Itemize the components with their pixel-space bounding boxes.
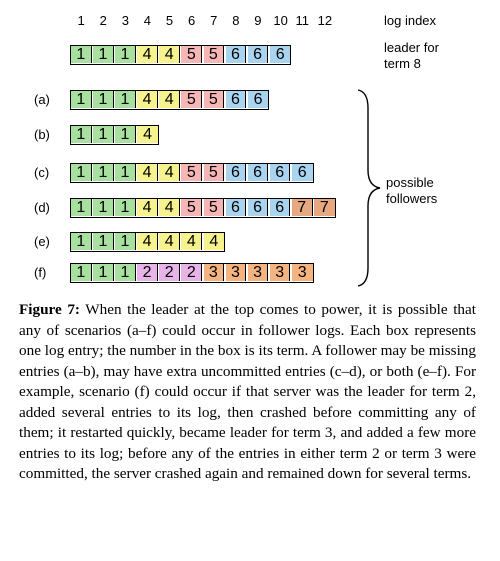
log-index-3: 3 bbox=[121, 13, 129, 28]
log-index-9: 9 bbox=[254, 13, 262, 28]
log-index-6: 6 bbox=[188, 13, 196, 28]
follower-f-entry-10: 3 bbox=[270, 264, 291, 281]
follower-e-entry-2: 1 bbox=[93, 233, 114, 250]
follower-c-entry-10: 6 bbox=[270, 164, 291, 181]
caption-label: Figure 7: bbox=[19, 301, 80, 318]
follower-label-e: (e) bbox=[34, 234, 50, 249]
leader-entry-2: 1 bbox=[93, 46, 114, 63]
follower-label-f: (f) bbox=[34, 265, 47, 280]
follower-d-entry-12: 7 bbox=[314, 199, 335, 216]
follower-c-entry-5: 4 bbox=[159, 164, 180, 181]
follower-log-b bbox=[70, 125, 159, 145]
follower-c-entry-7: 5 bbox=[204, 164, 225, 181]
log-index-10: 10 bbox=[273, 13, 288, 28]
follower-d-entry-11: 7 bbox=[292, 199, 313, 216]
follower-d-entry-5: 4 bbox=[159, 199, 180, 216]
log-index-12: 12 bbox=[317, 13, 333, 28]
follower-log-a bbox=[70, 90, 269, 110]
follower-e-entry-1: 1 bbox=[71, 233, 92, 250]
follower-c-entry-4: 4 bbox=[137, 164, 158, 181]
followers-title-line2: followers bbox=[386, 191, 438, 206]
follower-a-entry-8: 6 bbox=[226, 91, 247, 108]
follower-label-c: (c) bbox=[34, 165, 50, 180]
follower-d-entry-2: 1 bbox=[93, 199, 114, 216]
follower-log-c bbox=[70, 163, 314, 183]
follower-e-entry-6: 4 bbox=[181, 233, 202, 250]
log-index-title: log index bbox=[384, 13, 437, 28]
leader-entry-8: 6 bbox=[226, 46, 247, 63]
follower-c-entry-9: 6 bbox=[248, 164, 269, 181]
follower-f-entry-2: 1 bbox=[93, 264, 114, 281]
follower-a-entry-4: 4 bbox=[137, 91, 158, 108]
follower-f-entry-1: 1 bbox=[71, 264, 92, 281]
follower-f-entry-6: 2 bbox=[181, 264, 202, 281]
follower-d-entry-6: 5 bbox=[181, 199, 202, 216]
follower-a-entry-6: 5 bbox=[181, 91, 202, 108]
log-index-7: 7 bbox=[210, 13, 218, 28]
follower-log-e bbox=[70, 232, 225, 252]
leader-title-line2: term 8 bbox=[384, 56, 421, 71]
follower-log-f bbox=[70, 263, 314, 283]
leader-entry-4: 4 bbox=[137, 46, 158, 63]
follower-f-entry-5: 2 bbox=[159, 264, 180, 281]
leader-entry-10: 6 bbox=[270, 46, 291, 63]
followers-brace bbox=[354, 88, 384, 288]
follower-e-entry-3: 1 bbox=[115, 233, 136, 250]
log-index-11: 11 bbox=[295, 13, 309, 28]
follower-e-entry-5: 4 bbox=[159, 233, 180, 250]
log-index-4: 4 bbox=[143, 13, 152, 28]
log-index-5: 5 bbox=[165, 13, 174, 28]
follower-c-entry-3: 1 bbox=[115, 164, 136, 181]
leader-title-line1: leader for bbox=[384, 40, 439, 55]
caption-text: When the leader at the top comes to power, it is possible that any of scenarios (a–f) could occur in follower logs. Each box represents one log entry; the number in the box is its term. A follower may be missing entries (a–b), may have extra uncommitted entries (c–d), or both (e–f). For example, scenario (f) could occur if that server was the leader for term 2, added several entries to its log, then crashed before committing any of them; it restarted quickly, became leader for term 3, and added a few more entries to its log; before any of the entries in either term 2 or term 3 were committed, the server crashed again and remained down for several terms. bbox=[19, 301, 476, 482]
follower-b-entry-1: 1 bbox=[71, 126, 92, 143]
leader-log bbox=[70, 45, 291, 65]
follower-d-entry-7: 5 bbox=[204, 199, 225, 216]
follower-label-d: (d) bbox=[34, 200, 50, 215]
follower-e-entry-7: 4 bbox=[204, 233, 225, 250]
leader-entry-6: 5 bbox=[181, 46, 202, 63]
log-index-1: 1 bbox=[77, 13, 85, 28]
leader-entry-3: 1 bbox=[115, 46, 136, 63]
follower-f-entry-8: 3 bbox=[226, 264, 247, 281]
follower-a-entry-9: 6 bbox=[248, 91, 269, 108]
follower-b-entry-4: 4 bbox=[137, 126, 158, 143]
follower-a-entry-2: 1 bbox=[93, 91, 114, 108]
follower-d-entry-3: 1 bbox=[115, 199, 136, 216]
figure-caption bbox=[19, 300, 476, 485]
follower-c-entry-1: 1 bbox=[71, 164, 92, 181]
follower-f-entry-3: 1 bbox=[115, 264, 136, 281]
followers-title bbox=[386, 175, 437, 207]
leader-title bbox=[384, 40, 439, 72]
follower-d-entry-9: 6 bbox=[248, 199, 269, 216]
follower-c-entry-6: 5 bbox=[181, 164, 202, 181]
follower-a-entry-1: 1 bbox=[71, 91, 92, 108]
leader-entry-5: 4 bbox=[159, 46, 180, 63]
follower-f-entry-7: 3 bbox=[204, 264, 225, 281]
log-index-2: 2 bbox=[99, 13, 107, 28]
follower-c-entry-8: 6 bbox=[226, 164, 247, 181]
follower-b-entry-3: 1 bbox=[115, 126, 136, 143]
follower-d-entry-8: 6 bbox=[226, 199, 247, 216]
follower-c-entry-11: 6 bbox=[292, 164, 313, 181]
follower-label-a: (a) bbox=[34, 92, 50, 107]
follower-d-entry-1: 1 bbox=[71, 199, 92, 216]
followers-title-line1: possible bbox=[386, 175, 434, 190]
follower-c-entry-2: 1 bbox=[93, 164, 114, 181]
follower-a-entry-7: 5 bbox=[204, 91, 225, 108]
follower-f-entry-9: 3 bbox=[248, 264, 269, 281]
follower-e-entry-4: 4 bbox=[137, 233, 158, 250]
follower-f-entry-11: 3 bbox=[292, 264, 313, 281]
follower-log-d bbox=[70, 198, 336, 218]
leader-entry-7: 5 bbox=[204, 46, 225, 63]
follower-f-entry-4: 2 bbox=[137, 264, 158, 281]
leader-entry-1: 1 bbox=[71, 46, 92, 63]
follower-b-entry-2: 1 bbox=[93, 126, 114, 143]
leader-entry-9: 6 bbox=[248, 46, 269, 63]
follower-a-entry-3: 1 bbox=[115, 91, 136, 108]
follower-d-entry-4: 4 bbox=[137, 199, 158, 216]
log-index-8: 8 bbox=[232, 13, 240, 28]
follower-a-entry-5: 4 bbox=[159, 91, 180, 108]
follower-label-b: (b) bbox=[34, 127, 50, 142]
follower-d-entry-10: 6 bbox=[270, 199, 291, 216]
